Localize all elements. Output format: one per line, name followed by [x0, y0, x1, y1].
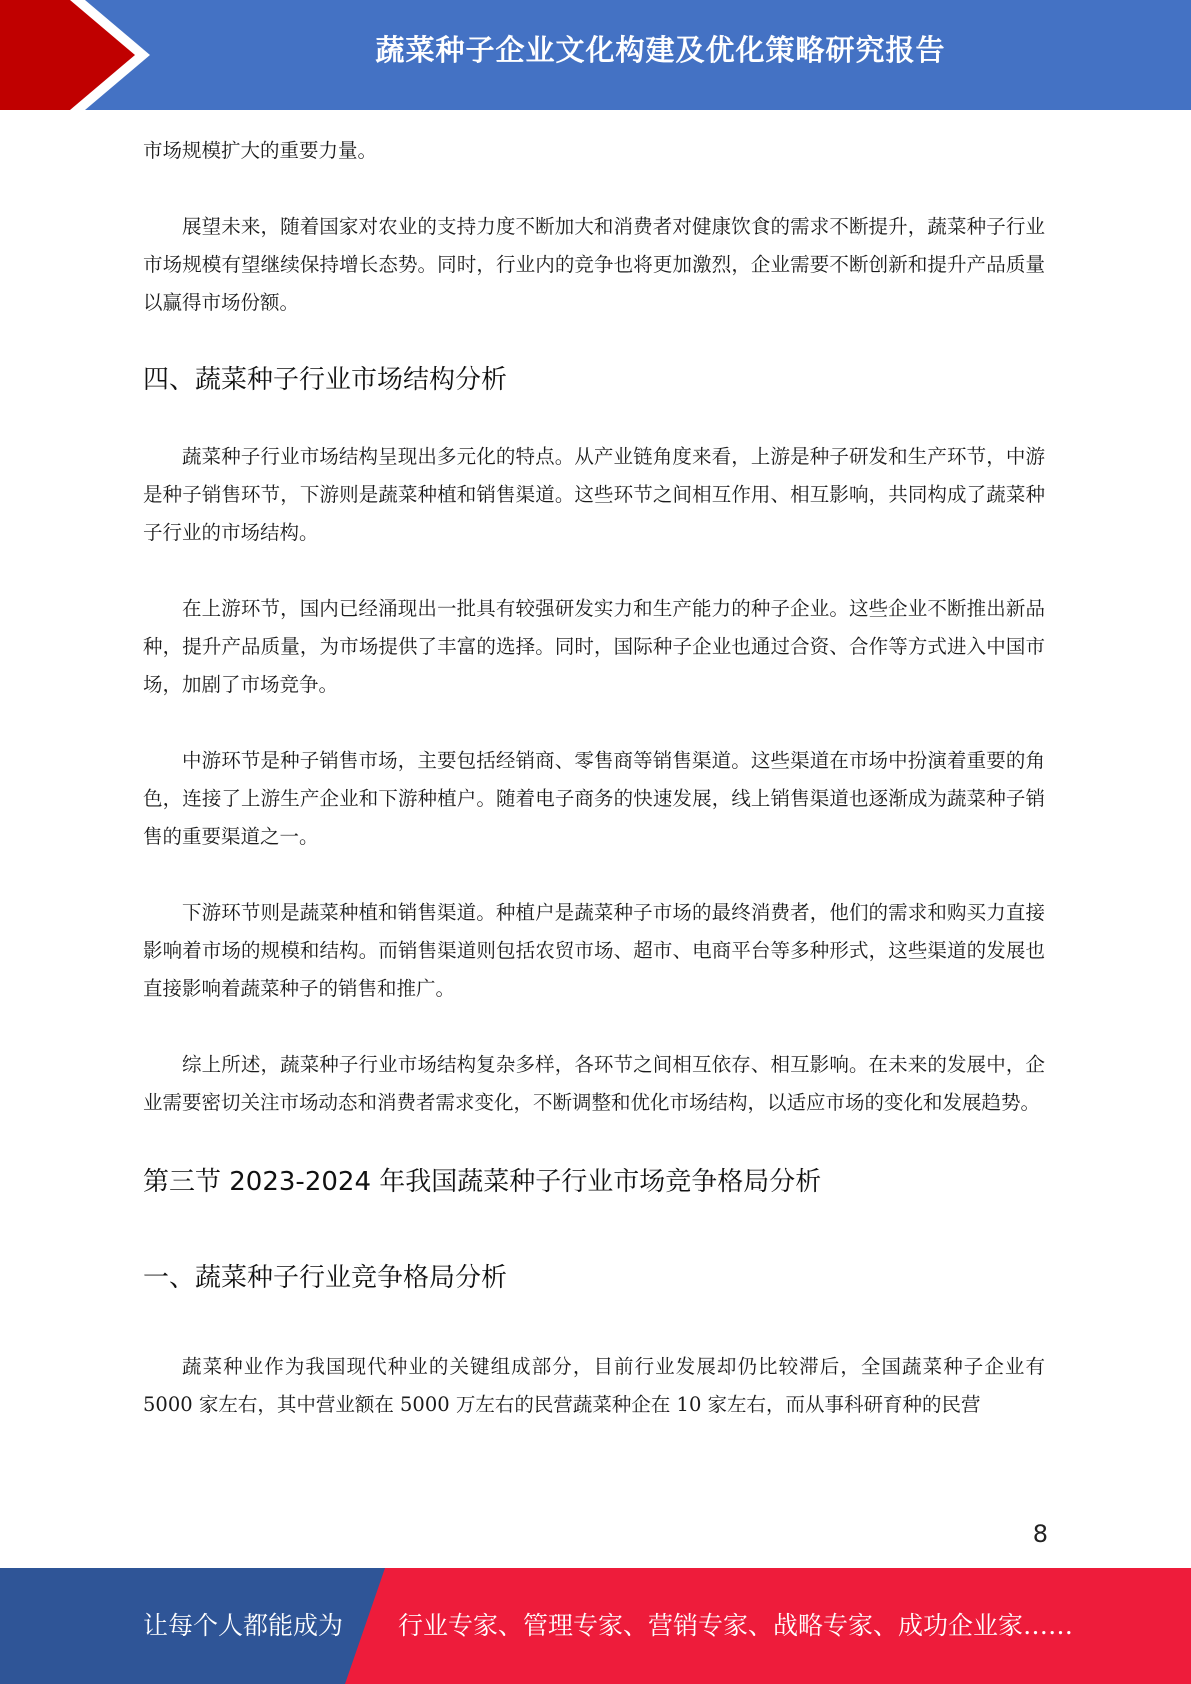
document-body — [143, 132, 1045, 1424]
chapter-heading-competition: 第三节 2023-2024 年我国蔬菜种子行业市场竞争格局分析 — [143, 1167, 822, 1197]
paragraph-outlook: 展望未来，随着国家对农业的支持力度不断加大和消费者对健康饮食的需求不断提升，蔬菜种子行业市场规模有望继续保持增长态势。同时，行业内的竞争也将更加激烈，企业需要不断创新和提升产品质量以赢得市场份额。 — [143, 215, 1045, 314]
section-heading-market-structure: 四、蔬菜种子行业市场结构分析 — [143, 365, 508, 395]
footer-slogan-right: 行业专家、管理专家、营销专家、战略专家、成功企业家…… — [398, 1611, 1074, 1640]
page-header — [0, 0, 1191, 110]
paragraph-structure-overview: 蔬菜种子行业市场结构呈现出多元化的特点。从产业链角度来看，上游是种子研发和生产环节，中游是种子销售环节，下游则是蔬菜种植和销售渠道。这些环节之间相互作用、相互影响，共同构成了蔬菜种子行业的市场结构。 — [143, 445, 1045, 544]
report-title: 蔬菜种子企业文化构建及优化策略研究报告 — [375, 33, 946, 67]
paragraph-competition: 蔬菜种业作为我国现代种业的关键组成部分，目前行业发展却仍比较滞后，全国蔬菜种子企业有 5000 家左右，其中营业额在 5000 万左右的民营蔬菜种企在 10 家左右，而从事科研育种的民营 — [143, 1355, 1045, 1416]
paragraph-midstream: 中游环节是种子销售市场，主要包括经销商、零售商等销售渠道。这些渠道在市场中扮演着重要的角色，连接了上游生产企业和下游种植户。随着电子商务的快速发展，线上销售渠道也逐渐成为蔬菜种子销售的重要渠道之一。 — [143, 749, 1045, 848]
page-footer — [0, 1568, 1191, 1684]
header-chevron-arrow — [0, 0, 140, 110]
paragraph-downstream: 下游环节则是蔬菜种植和销售渠道。种植户是蔬菜种子市场的最终消费者，他们的需求和购买力直接影响着市场的规模和结构。而销售渠道则包括农贸市场、超市、电商平台等多种形式，这些渠道的发展也直接影响着蔬菜种子的销售和推广。 — [143, 901, 1045, 1000]
page-number: 8 — [1032, 1520, 1048, 1548]
paragraph-upstream: 在上游环节，国内已经涌现出一批具有较强研发实力和生产能力的种子企业。这些企业不断推出新品种，提升产品质量，为市场提供了丰富的选择。同时，国际种子企业也通过合资、合作等方式进入中国市场，加剧了市场竞争。 — [143, 597, 1045, 696]
paragraph-summary: 综上所述，蔬菜种子行业市场结构复杂多样，各环节之间相互依存、相互影响。在未来的发展中，企业需要密切关注市场动态和消费者需求变化，不断调整和优化市场结构，以适应市场的变化和发展趋势。 — [143, 1053, 1045, 1114]
section-heading-competition-pattern: 一、蔬菜种子行业竞争格局分析 — [143, 1263, 508, 1293]
paragraph-continuation: 市场规模扩大的重要力量。 — [143, 139, 378, 162]
footer-slogan-left: 让每个人都能成为 — [143, 1611, 344, 1640]
